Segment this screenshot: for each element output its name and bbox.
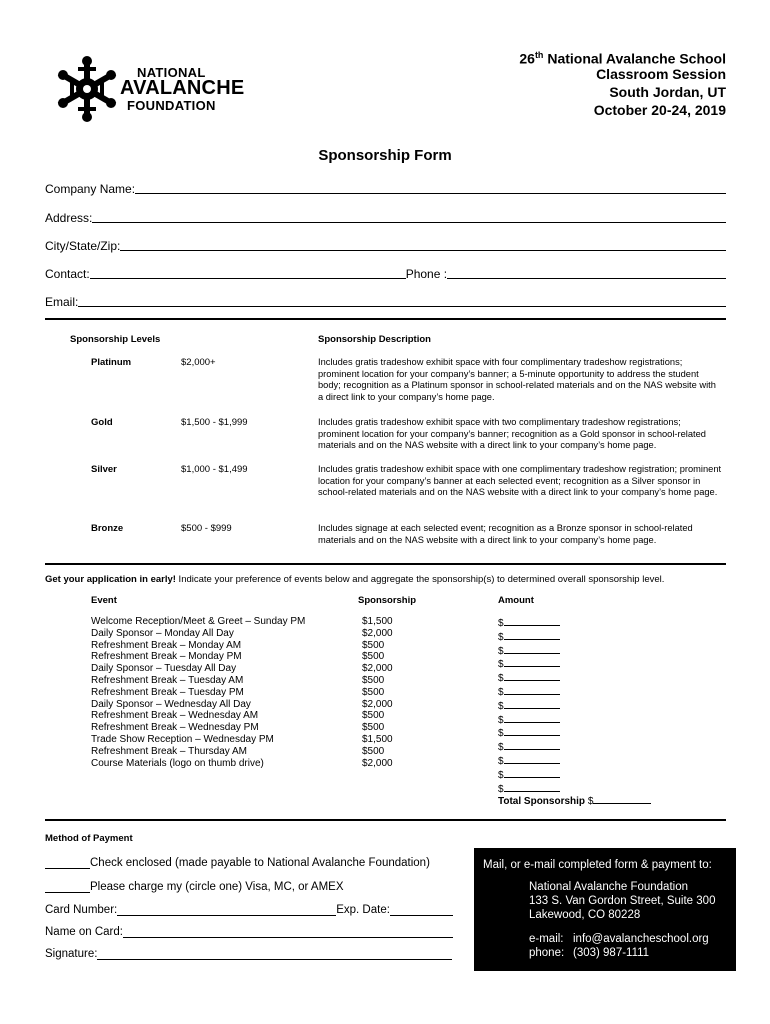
level-name: Gold (91, 417, 113, 428)
event-dates: October 20-24, 2019 (593, 102, 726, 118)
mail-email-label: e-mail: (529, 933, 564, 945)
address-field[interactable]: Address: (45, 209, 726, 225)
amount-input[interactable]: $ (498, 768, 560, 782)
mail-phone-label: phone: (529, 947, 565, 959)
event-price: $500 (362, 639, 385, 651)
email-field[interactable]: Email: (45, 293, 726, 309)
logo-text-avalanche: AVALANCHE (120, 77, 245, 99)
level-name: Bronze (91, 523, 124, 534)
mail-heading: Mail, or e-mail completed form & payment to: (483, 859, 712, 871)
event-name: Refreshment Break – Tuesday AM (91, 674, 244, 686)
signature-field[interactable]: Signature: (45, 947, 452, 960)
amount-column-header: Amount (498, 595, 534, 606)
event-price: $2,000 (362, 627, 393, 639)
mail-org: National Avalanche Foundation (529, 881, 688, 893)
event-price: $2,000 (362, 757, 393, 769)
event-column-header: Event (91, 595, 117, 606)
amount-input[interactable]: $ (498, 657, 560, 671)
company-name-field[interactable]: Company Name: (45, 180, 726, 196)
check-enclosed-option[interactable]: Check enclosed (made payable to National Avalanche Foundation) (45, 856, 430, 869)
divider (45, 563, 726, 565)
event-name: Daily Sponsor – Wednesday All Day (91, 698, 251, 710)
amount-input[interactable]: $ (498, 685, 560, 699)
level-name: Silver (91, 464, 117, 475)
description-header: Sponsorship Description (318, 334, 431, 345)
event-price: $2,000 (362, 663, 393, 675)
total-sponsorship-field[interactable]: Total Sponsorship $ (498, 794, 651, 807)
event-location: South Jordan, UT (609, 84, 726, 100)
card-number-field[interactable]: Card Number: Exp. Date: (45, 903, 453, 916)
event-price: $500 (362, 710, 385, 722)
event-name: Refreshment Break – Monday PM (91, 651, 242, 663)
amount-input[interactable]: $ (498, 616, 560, 630)
sponsorship-price-list (362, 616, 393, 769)
level-name: Platinum (91, 357, 132, 368)
logo-text-national: NATIONAL (137, 65, 206, 80)
name-on-card-field[interactable]: Name on Card: (45, 925, 453, 938)
amount-input[interactable]: $ (498, 699, 560, 713)
event-price: $2,000 (362, 698, 393, 710)
event-name: Refreshment Break – Wednesday PM (91, 722, 259, 734)
level-price: $2,000+ (181, 357, 216, 368)
logo-text-foundation: FOUNDATION (127, 98, 216, 113)
event-price: $1,500 (362, 733, 393, 745)
amount-input[interactable]: $ (498, 630, 560, 644)
event-name: Refreshment Break – Tuesday PM (91, 686, 244, 698)
level-description: Includes gratis tradeshow exhibit space with four complimentary tradeshow registrations; prominent location for your company’s banner; a 5-minute opportunity to address the student body; recognition as a Platinum sponsor in school-related materials and on the NAS website with a direct link to your company’s home page. (318, 357, 716, 402)
event-price: $1,500 (362, 616, 393, 627)
form-title: Sponsorship Form (318, 147, 452, 164)
event-name: Trade Show Reception – Wednesday PM (91, 733, 274, 745)
amount-list (498, 616, 560, 795)
mail-instructions-box (474, 848, 736, 971)
event-name: Refreshment Break – Thursday AM (91, 745, 247, 757)
level-price: $500 - $999 (181, 523, 232, 534)
event-name: Daily Sponsor – Monday All Day (91, 627, 234, 639)
contact-phone-row[interactable]: Contact: Phone : (45, 265, 726, 281)
level-price: $1,000 - $1,499 (181, 464, 248, 475)
event-price: $500 (362, 686, 385, 698)
sponsorship-column-header: Sponsorship (358, 595, 417, 606)
mail-phone: (303) 987-1111 (573, 947, 650, 959)
events-intro: Get your application in early! Indicate your preference of events below and aggregate the sponsorship(s) to determined overall sponsorship level. (45, 574, 665, 585)
event-name: Daily Sponsor – Tuesday All Day (91, 663, 237, 675)
level-price: $1,500 - $1,999 (181, 417, 248, 428)
payment-heading: Method of Payment (45, 833, 133, 844)
amount-input[interactable]: $ (498, 782, 560, 796)
charge-card-option[interactable]: Please charge my (circle one) Visa, MC, or AMEX (45, 880, 344, 893)
event-name: Course Materials (logo on thumb drive) (91, 757, 264, 769)
amount-input[interactable]: $ (498, 644, 560, 658)
event-price: $500 (362, 722, 385, 734)
event-price: $500 (362, 674, 385, 686)
levels-header: Sponsorship Levels (70, 334, 161, 345)
city-state-zip-field[interactable]: City/State/Zip: (45, 237, 726, 253)
mail-street: 133 S. Van Gordon Street, Suite 300 (529, 895, 716, 907)
amount-input[interactable]: $ (498, 740, 560, 754)
level-description: Includes gratis tradeshow exhibit space with two complimentary tradeshow registrations; prominent location for your company’s banner; recognition as a Gold sponsor in school-related materials and on the NAS website with a direct link to your company’s home page. (318, 417, 706, 450)
divider (45, 318, 726, 320)
event-name: Welcome Reception/Meet & Greet – Sunday PM (91, 616, 306, 627)
amount-input[interactable]: $ (498, 726, 560, 740)
event-subtitle: Classroom Session (596, 66, 726, 82)
amount-input[interactable]: $ (498, 754, 560, 768)
level-description: Includes gratis tradeshow exhibit space with one complimentary tradeshow registration; prominent location for your company’s banner at each selected event; recognition as a Silver sponsor in school-related materials and on the NAS website with a direct link to your company’s home page. (318, 464, 722, 497)
divider (45, 819, 726, 821)
amount-input[interactable]: $ (498, 713, 560, 727)
mail-email[interactable]: info@avalancheschool.org (573, 933, 709, 945)
event-list (91, 616, 305, 769)
level-description: Includes signage at each selected event; recognition as a Bronze sponsor in school-related materials and on the NAS website with a direct link to your company’s home page. (318, 523, 693, 545)
mail-city: Lakewood, CO 80228 (529, 909, 641, 921)
event-name: Refreshment Break – Wednesday AM (91, 710, 259, 722)
event-title: 26th National Avalanche School (519, 50, 726, 67)
event-name: Refreshment Break – Monday AM (91, 639, 242, 651)
event-price: $500 (362, 745, 385, 757)
amount-input[interactable]: $ (498, 671, 560, 685)
snowflake-logo-icon (48, 55, 126, 123)
event-price: $500 (362, 651, 385, 663)
